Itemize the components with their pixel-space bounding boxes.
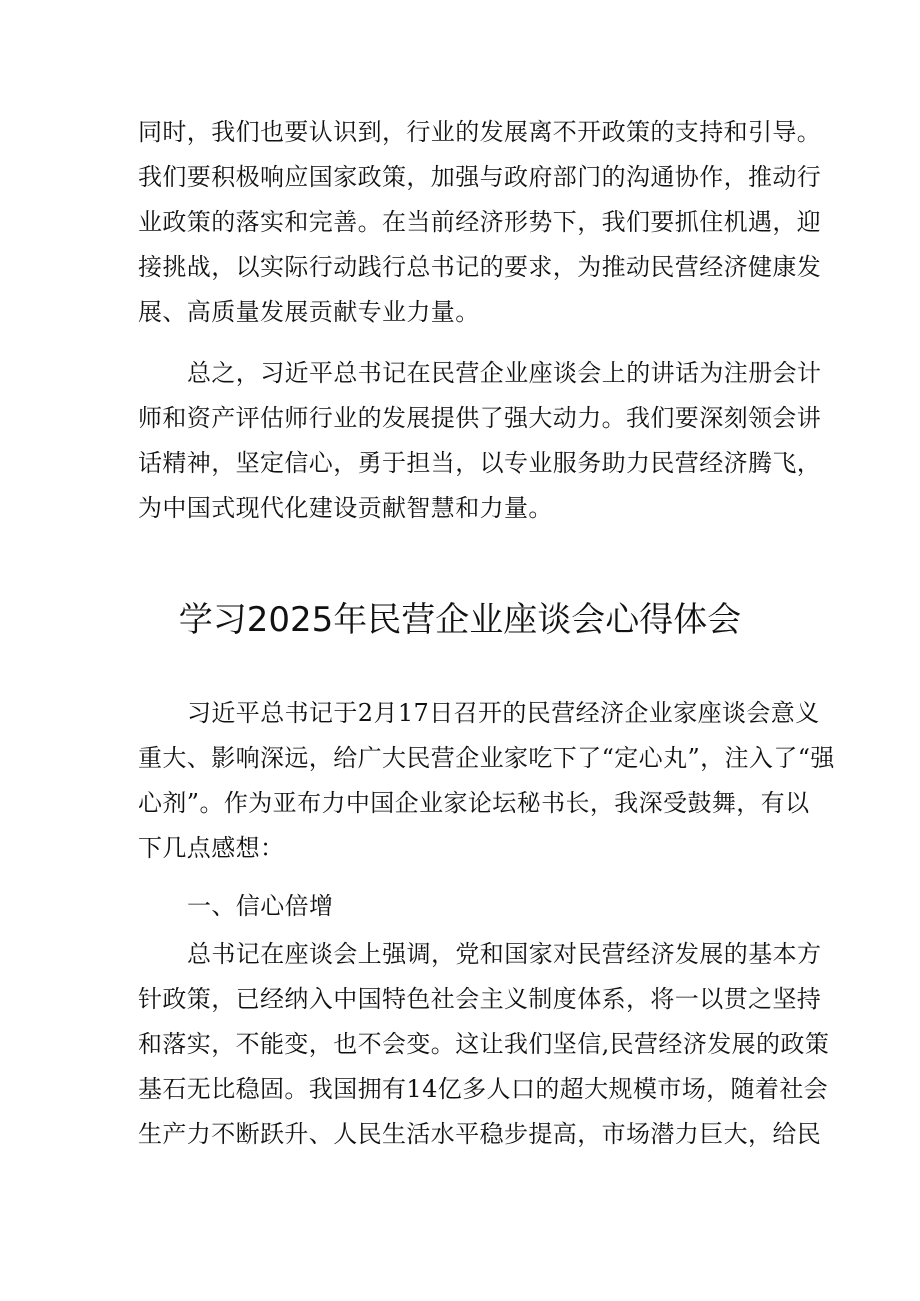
paragraph-line: 重大、影响深远，给广大民营企业家吃下了“定心丸”，注入了“强 bbox=[138, 744, 835, 772]
paragraph-line: 业政策的落实和完善。在当前经济形势下，我们要抓住机遇，迎 bbox=[138, 208, 822, 236]
paragraph-line: 师和资产评估师行业的发展提供了强大动力。我们要深刻领会讲 bbox=[138, 404, 822, 432]
document-title: 学习2025年民营企业座谈会心得体会 bbox=[178, 600, 742, 640]
paragraph-line: 我们要积极响应国家政策，加强与政府部门的沟通协作，推动行 bbox=[138, 163, 822, 191]
paragraph-line: 针政策，已经纳入中国特色社会主义制度体系，将一以贯之坚持 bbox=[138, 985, 822, 1013]
paragraph-line: 基石无比稳固。我国拥有14亿多人口的超大规模市场，随着社会 bbox=[138, 1075, 829, 1103]
paragraph-line: 为中国式现代化建设贡献智慧和力量。 bbox=[138, 494, 553, 522]
paragraph-line: 总书记在座谈会上强调，党和国家对民营经济发展的基本方 bbox=[187, 940, 822, 968]
paragraph-line: 接挑战，以实际行动践行总书记的要求，为推动民营经济健康发 bbox=[138, 253, 822, 281]
paragraph-line: 和落实，不能变，也不会变。这让我们坚信,民营经济发展的政策 bbox=[138, 1030, 830, 1058]
paragraph-line: 下几点感想： bbox=[138, 834, 285, 862]
paragraph-line: 同时，我们也要认识到，行业的发展离不开政策的支持和引导。 bbox=[138, 118, 822, 146]
paragraph-line: 话精神，坚定信心，勇于担当，以专业服务助力民营经济腾飞， bbox=[138, 449, 822, 477]
section-heading: 一、信心倍增 bbox=[187, 892, 334, 920]
paragraph-line: 展、高质量发展贡献专业力量。 bbox=[138, 298, 480, 326]
paragraph-line: 总之，习近平总书记在民营企业座谈会上的讲话为注册会计 bbox=[187, 359, 822, 387]
paragraph-line: 生产力不断跃升、人民生活水平稳步提高，市场潜力巨大，给民 bbox=[138, 1120, 822, 1148]
paragraph-line: 心剂”。作为亚布力中国企业家论坛秘书长，我深受鼓舞，有以 bbox=[138, 789, 810, 817]
paragraph-line: 习近平总书记于2月17日召开的民营经济企业家座谈会意义 bbox=[187, 699, 820, 727]
